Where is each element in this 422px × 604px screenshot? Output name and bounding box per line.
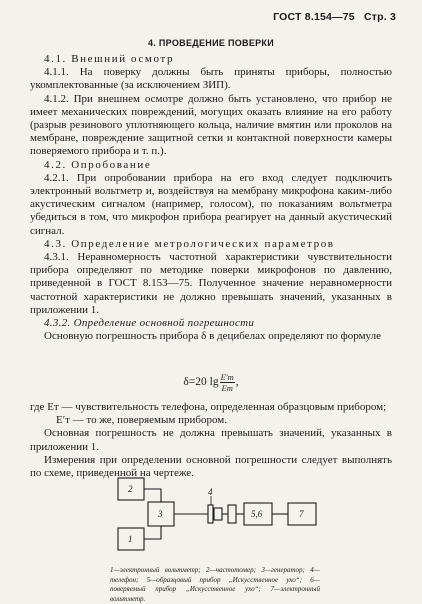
label-block-7: 7 xyxy=(299,509,304,519)
label-block-3: 3 xyxy=(158,509,163,519)
block-4-coupler xyxy=(228,505,236,523)
label-block-2: 2 xyxy=(128,484,133,494)
paragraph-limit: Основная погрешность не должна превышать значений, указанных в приложении 1. xyxy=(30,427,392,453)
formula-denominator: Eт xyxy=(221,383,233,393)
standard-number: ГОСТ 8.154—75 xyxy=(273,11,355,23)
paragraph-scheme: Измерения при определении основной погрешности следует выполнять по схеме, приведенной на чертеже. xyxy=(30,453,392,480)
formula-fraction xyxy=(220,372,235,393)
heading-4-3-2: 4.3.2. Определение основной погрешности xyxy=(44,317,255,330)
wire-2-3 xyxy=(144,489,161,502)
label-block-4: 4 xyxy=(208,487,213,497)
block-4-telephone xyxy=(214,508,222,520)
heading-4-2: 4.2. Опробование xyxy=(44,158,152,171)
scheme-svg xyxy=(108,466,328,554)
label-block-1: 1 xyxy=(128,534,133,544)
block-4-telephone-plate xyxy=(208,505,213,523)
where-line-2: E′т — то же, поверяемым прибором. xyxy=(56,414,227,427)
heading-4-1: 4.1. Внешний осмотр xyxy=(44,53,175,65)
paragraph-4-3-1: 4.3.1. Неравномерность частотной характеристики чувствительности прибора определяют по методике поверки микрофонов по давлению, приведенной в ГОСТ 8.153—75. Полученное значение неравномерности частотной характеристики не должно превышать значений, указанных в приложении 1. xyxy=(30,251,392,316)
formula-lhs: δ=20 lg xyxy=(183,376,219,389)
formula-numerator: E′т xyxy=(220,372,234,382)
paragraph-4-1-1: 4.1.1. На поверку должны быть приняты приборы, полностью укомплектованные (за исключением ЗИП). xyxy=(30,66,392,92)
heading-4-3: 4.3. Определение метрологических параметров xyxy=(44,237,335,250)
wire-1-3 xyxy=(144,526,161,539)
diagram-caption: 1—электронный вольтметр; 2—частотомер; 3—генератор; 4—телефон; 5—образцовый прибор „Искусственное ухо“; 6—поверяемый прибор „Искусственное ухо“; 7—электронный вольтметр. xyxy=(110,566,320,603)
paragraph-4-2-1: 4.2.1. При опробовании прибора на его вход следует подключить электронный вольтметр и, воздействуя на мембрану микрофона каким-либо акустическим сигналом (например, голосом), по показаниям вольтметра убедиться в том, что микрофон прибора реагирует на данный акустический сигнал. xyxy=(30,171,392,237)
section-4-1-block xyxy=(30,53,392,343)
where-line-1: где Eт — чувствительность телефона, определенная образцовым прибором; xyxy=(30,401,387,413)
measurement-scheme-diagram xyxy=(108,466,328,554)
paragraph-basic-error: Основную погрешность прибора δ в децибелах определяют по формуле xyxy=(44,330,381,343)
label-block-56: 5,6 xyxy=(251,509,263,519)
formula xyxy=(0,372,422,393)
page-number: Стр. 3 xyxy=(363,11,396,23)
page-header xyxy=(267,11,396,23)
formula-end: , xyxy=(235,376,239,389)
section-title: 4. ПРОВЕДЕНИЕ ПОВЕРКИ xyxy=(148,38,274,48)
paragraph-4-1-2: 4.1.2. При внешнем осмотре должно быть установлено, что прибор не имеет механических повреждений, могущих оказать влияние на его работу (разрыв резинового уплотняющего кольца, наличие вмятин или проколов на мембране, повреждение защитной сетки и контактной поверхности камеры поверяемого прибора и т. п.). xyxy=(30,92,392,158)
